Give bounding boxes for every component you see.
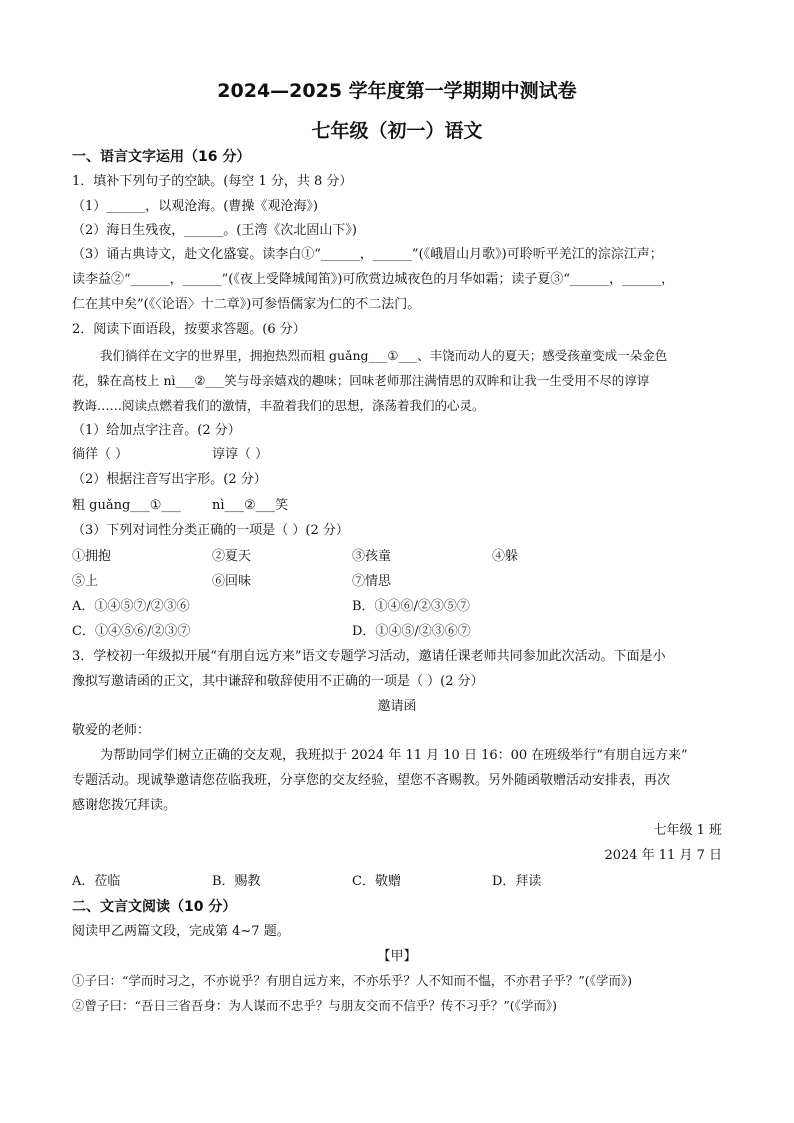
word-item: ⑤上 (72, 574, 99, 589)
question-3-cont: 豫拟写邀请函的正文，其中谦辞和敬辞使用不正确的一项是（ ）(2 分） (72, 674, 484, 689)
reading-instruction: 阅读甲乙两篇文段，完成第 4~7 题。 (72, 924, 290, 939)
option-b: B．①④⑥/②③⑤⑦ (352, 599, 470, 614)
word-item: ①拥抱 (72, 549, 112, 564)
question-2-1: （1）给加点字注音。(2 分） (72, 423, 241, 438)
question-1-3-cont: 仁在其中矣”(《〈论语〉十二章》)可参悟儒家为仁的不二法门。 (72, 297, 421, 312)
question-1-2: （2）海日生残夜，______。(王湾《次北固山下》) (72, 223, 357, 238)
option-c: C．敬赠 (352, 874, 401, 889)
invitation-body: 专题活动。现诚挚邀请您莅临我班，分享您的交友经验，望您不吝赐教。另外随函敬赠活动安排表，再次 (72, 773, 671, 788)
exam-subtitle: 七年级（初一）语文 (311, 120, 483, 142)
invitation-title: 邀请函 (377, 699, 417, 714)
word-item: ⑦情思 (352, 574, 392, 589)
option-d: D．①④⑤/②③⑥⑦ (352, 624, 471, 639)
invitation-signature: 七年级 1 班 (653, 823, 722, 838)
classical-text: ②曾子曰：“吾日三省吾身：为人谋而不忠乎？与朋友交而不信乎？传不习乎？”(《学而》) (72, 998, 558, 1013)
invitation-date: 2024 年 11 月 7 日 (604, 848, 722, 863)
char-item: nì___②___笑 (212, 498, 289, 513)
pinyin-item: 谆谆（ ） (212, 447, 269, 462)
word-item: ③孩童 (352, 549, 392, 564)
invitation-greeting: 敬爱的老师： (72, 723, 151, 738)
pinyin-item: 徜徉（ ） (72, 447, 129, 462)
word-item: ⑥回味 (212, 574, 252, 589)
section-heading: 一、语言文字运用（16 分） (72, 149, 251, 165)
char-item: 粗 guǎng___①___ (72, 498, 181, 513)
passage-line: 花，躲在高枝上 nì___②___笑与母亲嬉戏的趣味；回味老师那注满情思的双眸和让我一生受用不尽的谆谆 (72, 373, 650, 388)
option-b: B．赐教 (212, 874, 261, 889)
question-1-3: （3）诵古典诗文，赴文化盛宴。读李白①“______，______”(《峨眉山月歌》)可聆听平羌江的淙淙江声； (72, 247, 663, 262)
question-2-3: （3）下列对词性分类正确的一项是（ ）(2 分） (72, 523, 349, 538)
passage-label: 【甲】 (377, 949, 417, 964)
question-3: 3．学校初一年级拟开展“有朋自远方来”语文专题学习活动，邀请任课老师共同参加此次活动。下面是小 (72, 649, 666, 664)
question-2: 2．阅读下面语段，按要求答题。(6 分） (72, 322, 306, 337)
question-1-3-cont: 读李益②“______，______”(《夜上受降城闻笛》)可欣赏边城夜色的月华如霜；读子夏③“______，______， (72, 272, 675, 287)
word-item: ④躲 (492, 549, 519, 564)
option-a: A．莅临 (72, 874, 121, 889)
question-1: 1．填补下列句子的空缺。(每空 1 分，共 8 分） (72, 174, 353, 189)
passage-line: 教诲……阅读点燃着我们的激情，丰盈着我们的思想，涤荡着我们的心灵。 (72, 398, 485, 413)
classical-text: ①子曰：“学而时习之，不亦说乎？有朋自远方来，不亦乐乎？人不知而不愠，不亦君子乎？”(《学而》) (72, 973, 633, 988)
passage-line: 我们徜徉在文字的世界里，拥抱热烈而粗 guǎng___①___、丰饶而动人的夏天；感受孩童变成一朵金色 (100, 348, 668, 363)
invitation-body: 感谢您拨冗拜读。 (72, 798, 177, 813)
question-2-2: （2）根据注音写出字形。(2 分） (72, 472, 267, 487)
section-heading: 二、文言文阅读（10 分） (72, 899, 237, 915)
option-c: C．①④⑤⑥/②③⑦ (72, 624, 191, 639)
question-1-1: （1）______，以观沧海。(曹操《观沧海》) (72, 199, 318, 214)
option-a: A．①④⑤⑦/②③⑥ (72, 599, 190, 614)
invitation-body: 为帮助同学们树立正确的交友观，我班拟于 2024 年 11 月 10 日 16：00 在班级举行“有朋自远方来” (100, 748, 688, 763)
option-d: D．拜读 (492, 874, 542, 889)
word-item: ②夏天 (212, 549, 252, 564)
exam-title: 2024—2025 学年度第一学期期中测试卷 (217, 80, 577, 102)
